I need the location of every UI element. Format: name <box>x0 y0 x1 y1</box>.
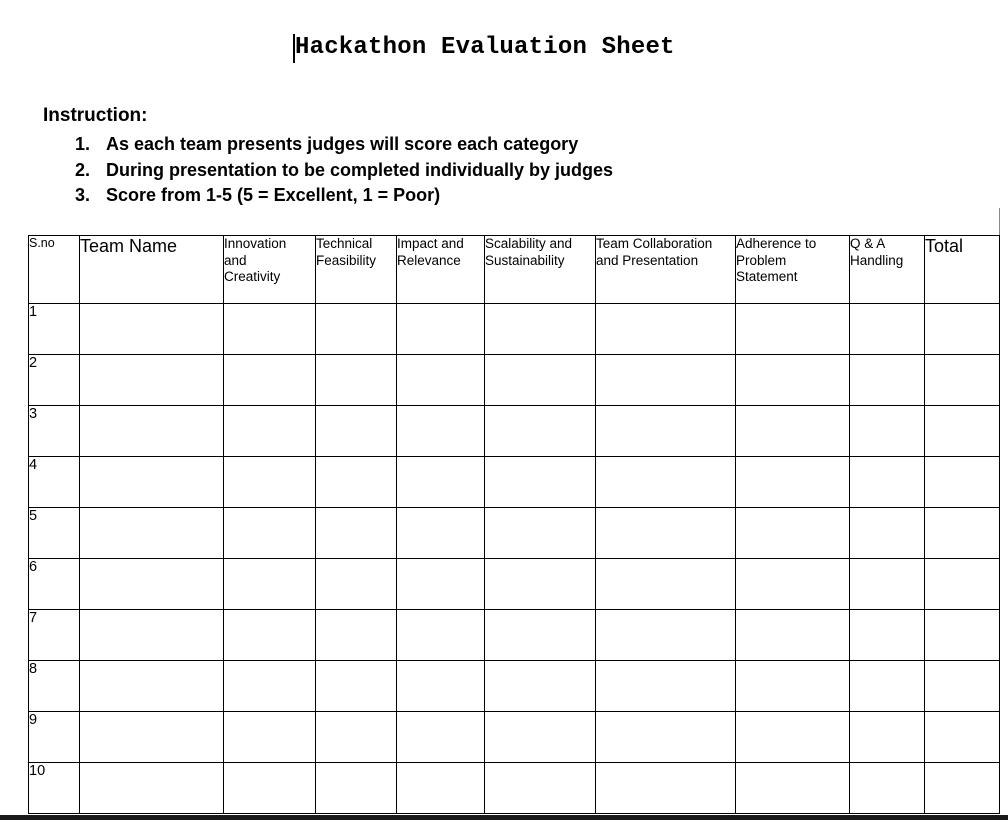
sno-cell[interactable]: 10 <box>29 763 80 814</box>
total-cell[interactable] <box>925 508 1000 559</box>
table-row <box>29 355 1000 406</box>
total-cell[interactable] <box>925 457 1000 508</box>
innovation-cell[interactable] <box>224 559 316 610</box>
innovation-cell[interactable] <box>224 661 316 712</box>
scalability-cell[interactable] <box>485 457 596 508</box>
team-name-cell[interactable] <box>80 304 224 355</box>
impact-cell[interactable] <box>397 559 485 610</box>
table-row <box>29 712 1000 763</box>
sno-cell[interactable]: 5 <box>29 508 80 559</box>
technical-cell[interactable] <box>316 406 397 457</box>
qa-cell[interactable] <box>850 661 925 712</box>
collaboration-cell[interactable] <box>596 457 736 508</box>
adherence-cell[interactable] <box>736 304 850 355</box>
total-cell[interactable] <box>925 406 1000 457</box>
instruction-item[interactable] <box>75 158 613 184</box>
scalability-cell[interactable] <box>485 712 596 763</box>
innovation-cell[interactable] <box>224 763 316 814</box>
innovation-cell[interactable] <box>224 406 316 457</box>
table-row <box>29 406 1000 457</box>
technical-cell[interactable] <box>316 304 397 355</box>
qa-cell[interactable] <box>850 406 925 457</box>
impact-cell[interactable] <box>397 508 485 559</box>
sno-cell[interactable]: 2 <box>29 355 80 406</box>
technical-cell[interactable] <box>316 355 397 406</box>
instruction-text: During presentation to be completed individually by judges <box>106 159 614 180</box>
table-row <box>29 610 1000 661</box>
impact-cell[interactable] <box>397 304 485 355</box>
adherence-cell[interactable] <box>736 610 850 661</box>
qa-cell[interactable] <box>850 610 925 661</box>
impact-cell[interactable] <box>397 712 485 763</box>
scalability-cell[interactable] <box>485 508 596 559</box>
scalability-cell[interactable] <box>485 661 596 712</box>
adherence-cell[interactable] <box>736 355 850 406</box>
table-row <box>29 559 1000 610</box>
technical-cell[interactable] <box>316 508 397 559</box>
qa-cell[interactable] <box>850 457 925 508</box>
adherence-cell[interactable] <box>736 559 850 610</box>
team-name-cell[interactable] <box>80 712 224 763</box>
team-name-cell[interactable] <box>80 763 224 814</box>
collaboration-cell[interactable] <box>596 508 736 559</box>
collaboration-cell[interactable] <box>596 304 736 355</box>
collaboration-cell[interactable] <box>596 559 736 610</box>
innovation-cell[interactable] <box>224 457 316 508</box>
table-body <box>29 304 1000 814</box>
sno-cell[interactable]: 7 <box>29 610 80 661</box>
total-cell[interactable] <box>925 763 1000 814</box>
collaboration-cell[interactable] <box>596 355 736 406</box>
header-impact-relevance[interactable]: Impact and Relevance <box>397 236 485 304</box>
table-row <box>29 508 1000 559</box>
page-bottom-border <box>0 815 1008 820</box>
table-header-row <box>29 236 1000 304</box>
scalability-cell[interactable] <box>485 304 596 355</box>
qa-cell[interactable] <box>850 508 925 559</box>
instruction-number: 2. <box>75 159 91 180</box>
impact-cell[interactable] <box>397 457 485 508</box>
instruction-text: Score from 1-5 (5 = Excellent, 1 = Poor) <box>106 185 441 205</box>
collaboration-cell[interactable] <box>596 661 736 712</box>
qa-cell[interactable] <box>850 304 925 355</box>
instruction-item[interactable] <box>75 183 613 209</box>
adherence-cell[interactable] <box>736 763 850 814</box>
instruction-heading[interactable]: Instruction: <box>43 105 148 126</box>
table-row <box>29 457 1000 508</box>
total-cell[interactable] <box>925 610 1000 661</box>
header-sno[interactable]: S.no <box>29 236 80 304</box>
adherence-cell[interactable] <box>736 661 850 712</box>
qa-cell[interactable] <box>850 559 925 610</box>
header-team-collaboration[interactable]: Team Collaboration and Presentation <box>596 236 736 304</box>
sno-cell[interactable]: 3 <box>29 406 80 457</box>
sno-cell[interactable]: 1 <box>29 304 80 355</box>
team-name-cell[interactable] <box>80 355 224 406</box>
innovation-cell[interactable] <box>224 508 316 559</box>
header-scalability[interactable]: Scalability and Sustainability <box>485 236 596 304</box>
technical-cell[interactable] <box>316 559 397 610</box>
impact-cell[interactable] <box>397 763 485 814</box>
instruction-number: 1. <box>75 134 91 154</box>
total-cell[interactable] <box>925 355 1000 406</box>
team-name-cell[interactable] <box>80 508 224 559</box>
impact-cell[interactable] <box>397 406 485 457</box>
team-name-cell[interactable] <box>80 661 224 712</box>
impact-cell[interactable] <box>397 661 485 712</box>
technical-cell[interactable] <box>316 712 397 763</box>
technical-cell[interactable] <box>316 661 397 712</box>
instruction-number: 3. <box>75 185 91 205</box>
technical-cell[interactable] <box>316 763 397 814</box>
scalability-cell[interactable] <box>485 763 596 814</box>
sno-cell[interactable]: 4 <box>29 457 80 508</box>
total-cell[interactable] <box>925 661 1000 712</box>
adherence-cell[interactable] <box>736 406 850 457</box>
impact-cell[interactable] <box>397 355 485 406</box>
document-title[interactable]: Hackathon Evaluation Sheet <box>295 34 675 61</box>
header-team-name[interactable]: Team Name <box>80 236 224 304</box>
evaluation-table <box>28 235 1000 814</box>
instruction-item[interactable] <box>75 132 613 158</box>
innovation-cell[interactable] <box>224 610 316 661</box>
scalability-cell[interactable] <box>485 610 596 661</box>
innovation-cell[interactable] <box>224 304 316 355</box>
header-innovation[interactable]: Innovation and Creativity <box>224 236 316 304</box>
sno-cell[interactable]: 8 <box>29 661 80 712</box>
header-adherence[interactable]: Adherence to Problem Statement <box>736 236 850 304</box>
header-qa-handling[interactable]: Q & A Handling <box>850 236 925 304</box>
instruction-text: As each team presents judges will score each category <box>106 134 579 154</box>
collaboration-cell[interactable] <box>596 406 736 457</box>
adherence-cell[interactable] <box>736 457 850 508</box>
scalability-cell[interactable] <box>485 355 596 406</box>
table-row <box>29 304 1000 355</box>
header-total[interactable]: Total <box>925 236 1000 304</box>
technical-cell[interactable] <box>316 610 397 661</box>
total-cell[interactable] <box>925 559 1000 610</box>
page-edge-line <box>999 208 1000 235</box>
collaboration-cell[interactable] <box>596 712 736 763</box>
impact-cell[interactable] <box>397 610 485 661</box>
adherence-cell[interactable] <box>736 508 850 559</box>
sno-cell[interactable]: 6 <box>29 559 80 610</box>
scalability-cell[interactable] <box>485 559 596 610</box>
team-name-cell[interactable] <box>80 406 224 457</box>
technical-cell[interactable] <box>316 457 397 508</box>
qa-cell[interactable] <box>850 712 925 763</box>
qa-cell[interactable] <box>850 355 925 406</box>
innovation-cell[interactable] <box>224 712 316 763</box>
scalability-cell[interactable] <box>485 406 596 457</box>
team-name-cell[interactable] <box>80 559 224 610</box>
total-cell[interactable] <box>925 712 1000 763</box>
adherence-cell[interactable] <box>736 712 850 763</box>
innovation-cell[interactable] <box>224 355 316 406</box>
instruction-list <box>75 132 613 209</box>
team-name-cell[interactable] <box>80 457 224 508</box>
table-row <box>29 661 1000 712</box>
team-name-cell[interactable] <box>80 610 224 661</box>
table-row <box>29 763 1000 814</box>
collaboration-cell[interactable] <box>596 610 736 661</box>
header-technical-feasibility[interactable]: Technical Feasibility <box>316 236 397 304</box>
total-cell[interactable] <box>925 304 1000 355</box>
sno-cell[interactable]: 9 <box>29 712 80 763</box>
collaboration-cell[interactable] <box>596 763 736 814</box>
qa-cell[interactable] <box>850 763 925 814</box>
